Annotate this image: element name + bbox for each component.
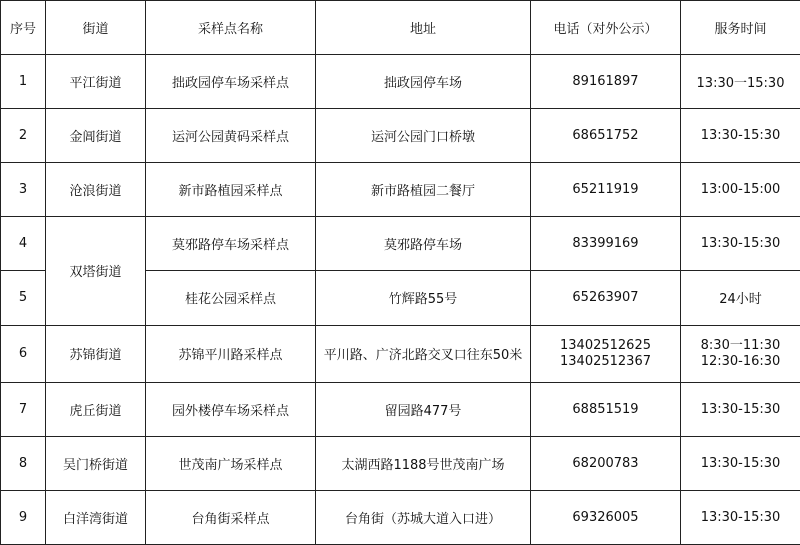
site-name-cell: 世茂南广场采样点	[146, 436, 316, 490]
address-cell: 留园路477号	[316, 382, 531, 436]
street-cell: 白洋湾街道	[46, 490, 146, 544]
row-index: 7	[1, 382, 46, 436]
table-row	[1, 163, 800, 217]
hours-cell: 13:30-15:30	[681, 217, 800, 271]
hours-cell: 13:30-15:30	[681, 109, 800, 163]
hours-cell: 13:30一15:30	[681, 55, 800, 109]
header-index: 序号	[1, 1, 46, 55]
row-index: 4	[1, 217, 46, 271]
header-service-hours: 服务时间	[681, 1, 800, 55]
street-cell: 虎丘街道	[46, 382, 146, 436]
row-index: 6	[1, 325, 46, 382]
phone-cell: 68651752	[531, 109, 681, 163]
site-name-cell: 台角街采样点	[146, 490, 316, 544]
street-cell: 金阊街道	[46, 109, 146, 163]
row-index: 1	[1, 55, 46, 109]
hours-cell: 13:30-15:30	[681, 382, 800, 436]
phone-cell	[531, 325, 681, 382]
address-cell: 运河公园门口桥墩	[316, 109, 531, 163]
row-index: 8	[1, 436, 46, 490]
address-cell: 竹辉路55号	[316, 271, 531, 325]
table-row	[1, 382, 800, 436]
address-cell: 莫邪路停车场	[316, 217, 531, 271]
header-street: 街道	[46, 1, 146, 55]
row-index: 9	[1, 490, 46, 544]
street-cell: 苏锦街道	[46, 325, 146, 382]
site-name-cell: 新市路植园采样点	[146, 163, 316, 217]
site-name-cell: 运河公园黄码采样点	[146, 109, 316, 163]
table-header-row	[1, 1, 800, 55]
hours-cell	[681, 325, 800, 382]
phone-cell: 89161897	[531, 55, 681, 109]
hours-cell: 13:00-15:00	[681, 163, 800, 217]
table-row	[1, 109, 800, 163]
address-cell: 台角街（苏城大道入口进）	[316, 490, 531, 544]
site-name-cell: 园外楼停车场采样点	[146, 382, 316, 436]
street-cell: 沧浪街道	[46, 163, 146, 217]
hours-cell: 13:30-15:30	[681, 490, 800, 544]
hours-cell: 24小时	[681, 271, 800, 325]
phone-line: 13402512367	[560, 353, 651, 369]
row-index: 5	[1, 271, 46, 325]
phone-cell: 68200783	[531, 436, 681, 490]
street-cell: 平江街道	[46, 55, 146, 109]
header-phone: 电话（对外公示）	[531, 1, 681, 55]
site-name-cell: 桂花公园采样点	[146, 271, 316, 325]
street-cell: 吴门桥街道	[46, 436, 146, 490]
header-address: 地址	[316, 1, 531, 55]
phone-line: 13402512625	[560, 337, 651, 353]
address-cell: 太湖西路1188号世茂南广场	[316, 436, 531, 490]
phone-cell: 69326005	[531, 490, 681, 544]
table-row	[1, 325, 800, 382]
row-index: 2	[1, 109, 46, 163]
address-cell: 拙政园停车场	[316, 55, 531, 109]
hours-cell: 13:30-15:30	[681, 436, 800, 490]
table-row	[1, 55, 800, 109]
phone-cell: 83399169	[531, 217, 681, 271]
site-name-cell: 莫邪路停车场采样点	[146, 217, 316, 271]
street-cell-merged: 双塔街道	[46, 217, 146, 325]
site-name-cell: 苏锦平川路采样点	[146, 325, 316, 382]
table-row	[1, 490, 800, 544]
phone-cell: 68851519	[531, 382, 681, 436]
phone-cell: 65263907	[531, 271, 681, 325]
hours-line: 12:30-16:30	[700, 353, 781, 369]
address-cell: 平川路、广济北路交叉口往东50米	[316, 325, 531, 382]
table-row	[1, 217, 800, 271]
phone-cell: 65211919	[531, 163, 681, 217]
site-name-cell: 拙政园停车场采样点	[146, 55, 316, 109]
address-cell: 新市路植园二餐厅	[316, 163, 531, 217]
row-index: 3	[1, 163, 46, 217]
header-site-name: 采样点名称	[146, 1, 316, 55]
table-row	[1, 436, 800, 490]
hours-line: 8:30一11:30	[700, 337, 781, 353]
